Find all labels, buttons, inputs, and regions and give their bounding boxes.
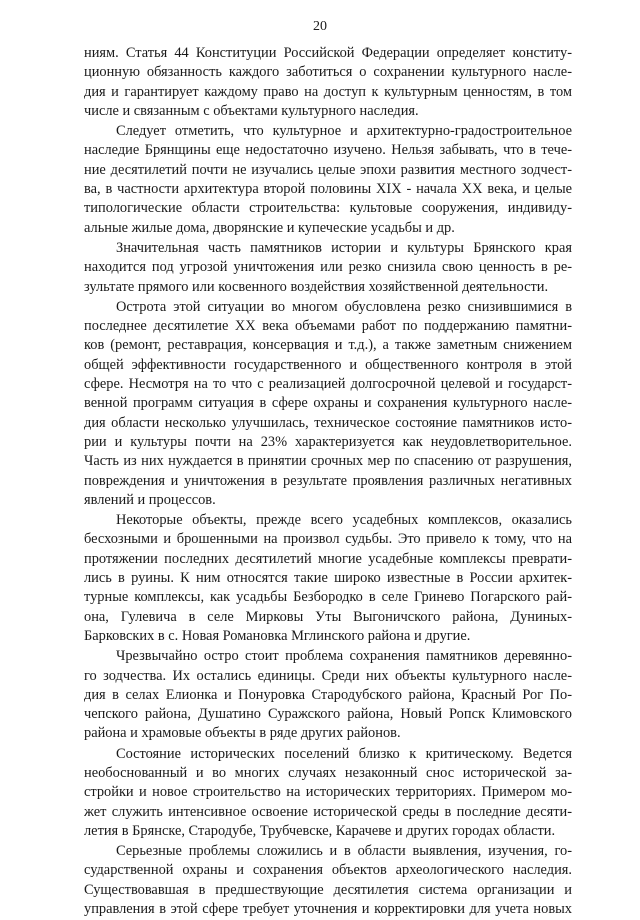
text-line: ние десятилетий почти не изучались целые эпохи развития местного зодчест- bbox=[84, 161, 572, 178]
text-line: общей эффективности государственного и общественного контроля в этой bbox=[84, 356, 572, 373]
text-line: находится под угрозой уничтожения или резко снизила свою ценность в ре- bbox=[84, 259, 572, 276]
text-line: Часть из них нуждается в принятии срочных мер по спасению от разрушения, bbox=[84, 453, 572, 470]
text-line: жет служить интенсивное освоение исторической среды в последние десяти- bbox=[84, 803, 572, 820]
text-line: явлений и процессов. bbox=[84, 491, 216, 508]
text-line: Серьезные проблемы сложились и в области выявления, изучения, го- bbox=[116, 843, 572, 860]
text-line: повреждения и уничтожения в результате проявления различных негативных bbox=[84, 472, 572, 489]
text-line: ционную обязанность каждого заботиться о сохранении культурного насле- bbox=[84, 64, 572, 81]
paragraph bbox=[84, 239, 572, 297]
text-line: го зодчества. Их остались единицы. Среди них объекты культурного насле- bbox=[84, 667, 572, 684]
text-line: дия области несколько улучшилась, техническое состояние памятников исто- bbox=[84, 414, 572, 431]
paragraph bbox=[84, 511, 572, 646]
text-line: Существовавшая в предшествующие десятилетия система организации и bbox=[84, 881, 572, 898]
text-line: чепского района, Душатино Суражского района, Новый Ропск Климовского bbox=[84, 706, 572, 723]
text-line: ва, в частности архитектура второй половины XIX - начала XX века, и целые bbox=[84, 181, 572, 198]
text-line: дия и гарантирует каждому право на доступ к культурным ценностям, в том bbox=[84, 83, 572, 100]
text-line: типологические области строительства: культовые сооружения, индивиду- bbox=[84, 200, 572, 217]
text-line: стройки и новое строительство на исторических территориях. Примером мо- bbox=[84, 784, 572, 801]
text-line: протяжении последних десятилетий многие усадебные комплексы преврати- bbox=[84, 550, 572, 567]
paragraph bbox=[84, 745, 572, 841]
body-text bbox=[84, 44, 572, 920]
text-line: Значительная часть памятников истории и культуры Брянского края bbox=[116, 239, 572, 256]
text-line: Следует отметить, что культурное и архитектурно-градостроительное bbox=[116, 123, 572, 140]
text-line: Некоторые объекты, прежде всего усадебных комплексов, оказались bbox=[116, 512, 572, 529]
text-line: альные жилые дома, дворянские и купеческие усадьбы и др. bbox=[84, 219, 455, 236]
text-line: Острота этой ситуации во многом обусловлена резко снизившимися в bbox=[116, 298, 572, 315]
text-line: турные комплексы, как усадьбы Безбородко в селе Гринево Погарского рай- bbox=[84, 589, 572, 606]
text-line: района и храмовые объекты в ряде других районов. bbox=[84, 725, 401, 742]
text-line: Барковских в с. Новая Романовка Мглинского района и другие. bbox=[84, 627, 471, 644]
text-line: ниям. Статья 44 Конституции Российской Федерации определяет конститу- bbox=[84, 45, 572, 61]
paragraph bbox=[84, 647, 572, 743]
text-line: летия в Брянске, Стародубе, Трубчевске, Карачеве и других городах области. bbox=[84, 822, 556, 839]
text-line: дия в селах Елионка и Понуровка Стародубского района, Красный Рог По- bbox=[84, 686, 572, 703]
text-line: она, Гулевича в селе Мирковы Уты Выгоничского района, Дуниных- bbox=[84, 608, 572, 625]
text-line: последнее десятилетие XX века объемами работ по поддержанию памятни- bbox=[84, 318, 572, 335]
text-line: рии и культуры почти на 23% характеризуется как неудовлетворительное. bbox=[84, 433, 572, 450]
text-line: ков (ремонт, реставрация, консервация и т.д.), а также заметным снижением bbox=[84, 337, 572, 354]
text-line: наследие Брянщины еще недостаточно изучено. Нельзя забывать, что в тече- bbox=[84, 142, 572, 159]
text-line: венной программ ситуация в сфере охраны и сохранения культурного насле- bbox=[84, 395, 572, 412]
paragraph bbox=[84, 298, 572, 510]
text-line: управления в этой сфере требует уточнения и корректировки для учета новых bbox=[84, 901, 572, 918]
text-line: лись в руины. К ним относятся такие широко известные в России архитек- bbox=[84, 570, 572, 587]
text-line: Состояние исторических поселений близко к критическому. Ведется bbox=[116, 745, 572, 762]
text-line: необоснованный и во многих случаях незаконный снос исторической за- bbox=[84, 764, 572, 781]
paragraph bbox=[84, 842, 572, 919]
text-line: сфере. Несмотря на то что с реализацией долгосрочной целевой и государст- bbox=[84, 376, 572, 393]
text-line: числе и связанным с объектами культурного наследия. bbox=[84, 102, 419, 119]
page-number: 20 bbox=[313, 19, 327, 34]
paragraph bbox=[84, 122, 572, 238]
text-line: Чрезвычайно остро стоит проблема сохранения памятников деревянно- bbox=[116, 648, 572, 665]
text-line: бесхозными и брошенными на произвол судьбы. Это привело к тому, что на bbox=[84, 531, 572, 548]
text-line: зультате прямого или косвенного воздействия хозяйственной деятельности. bbox=[84, 278, 549, 295]
text-line: сударственной охраны и сохранения объектов археологического наследия. bbox=[84, 862, 572, 879]
paragraph bbox=[84, 44, 572, 121]
